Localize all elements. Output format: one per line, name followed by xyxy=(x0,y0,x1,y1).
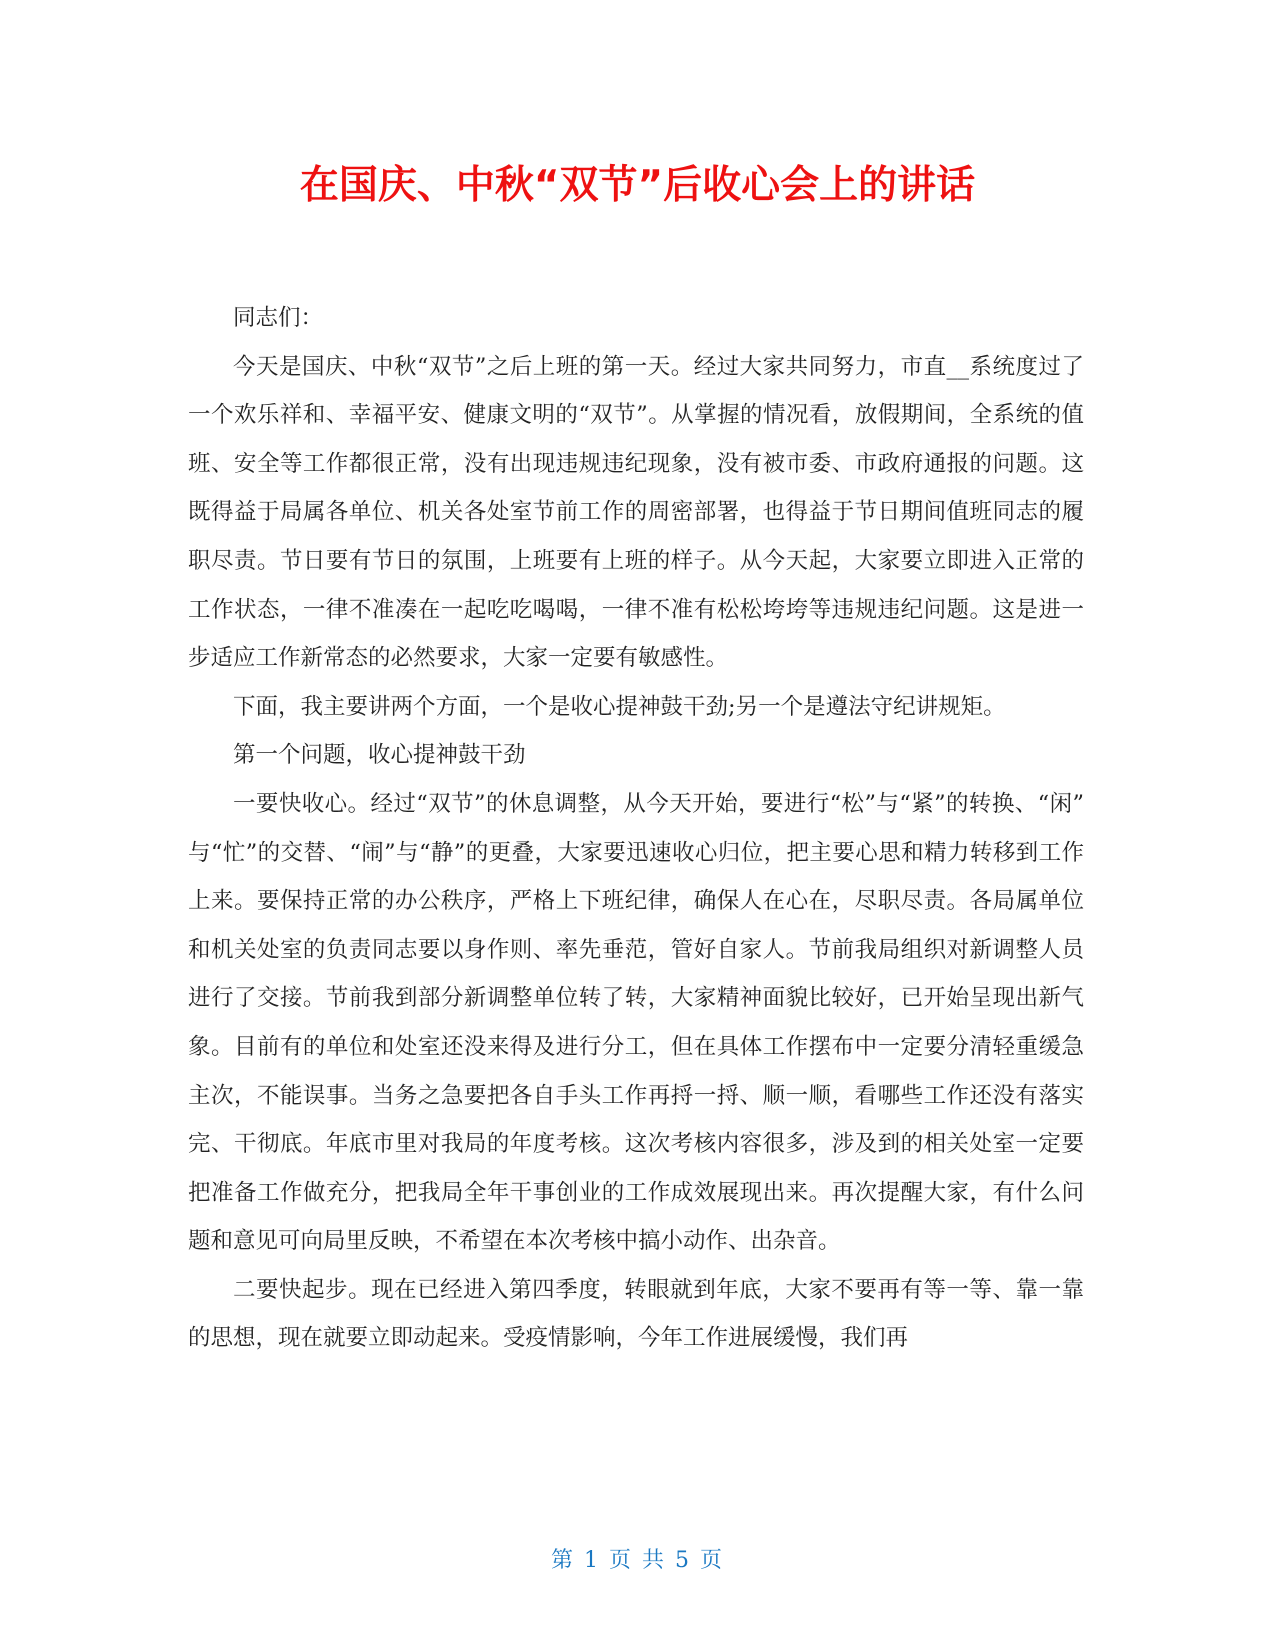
body-paragraph: 一要快收心。经过“双节”的休息调整，从今天开始，要进行“松”与“紧”的转换、“闲”与“忙”的交替、“闹”与“静”的更叠，大家要迅速收心归位，把主要心思和精力转移到工作上来。要保持正常的办公秩序，严格上下班纪律，确保人在心在，尽职尽责。各局属单位和机关处室的负责同志要以身作则、率先垂范，管好自家人。节前我局组织对新调整人员进行了交接。节前我到部分新调整单位转了转，大家精神面貌比较好，已开始呈现出新气象。目前有的单位和处室还没来得及进行分工，但在具体工作摆布中一定要分清轻重缓急主次，不能误事。当务之急要把各自手头工作再捋一捋、顺一顺，看哪些工作还没有落实完、干彻底。年底市里对我局的年度考核。这次考核内容很多，涉及到的相关处室一定要把准备工作做充分，把我局全年干事创业的工作成效展现出来。再次提醒大家，有什么问题和意见可向局里反映，不希望在本次考核中搞小动作、出杂音。 xyxy=(188,790,1084,1255)
body-paragraph: 二要快起步。现在已经进入第四季度，转眼就到年底，大家不要再有等一等、靠一靠的思想，现在就要立即动起来。受疫情影响，今年工作进展缓慢，我们再 xyxy=(188,1276,1084,1352)
salutation-paragraph: 同志们： xyxy=(233,305,324,331)
document-body xyxy=(188,294,1084,1363)
outline-paragraph: 下面，我主要讲两个方面，一个是收心提神鼓干劲;另一个是遵法守纪讲规矩。 xyxy=(233,693,1006,720)
page-number-label: 第 1 页 共 5 页 xyxy=(551,1548,724,1573)
page-number-footer xyxy=(0,1546,1275,1576)
section-heading: 第一个问题，收心提神鼓干劲 xyxy=(233,742,526,769)
intro-paragraph: 今天是国庆、中秋“双节”之后上班的第一天。经过大家共同努力，市直__系统度过了一个欢乐祥和、幸福平安、健康文明的“双节”。从掌握的情况看，放假期间，全系统的值班、安全等工作都很正常，没有出现违规违纪现象，没有被市委、市政府通报的问题。这既得益于局属各单位、机关各处室节前工作的周密部署，也得益于节日期间值班同志的履职尽责。节日要有节日的氛围，上班要有上班的样子。从今天起，大家要立即进入正常的工作状态，一律不准凑在一起吃吃喝喝，一律不准有松松垮垮等违规违纪问题。这是进一步适应工作新常态的必然要求，大家一定要有敏感性。 xyxy=(188,353,1084,672)
document-title: 在国庆、中秋“双节”后收心会上的讲话 xyxy=(299,163,976,208)
